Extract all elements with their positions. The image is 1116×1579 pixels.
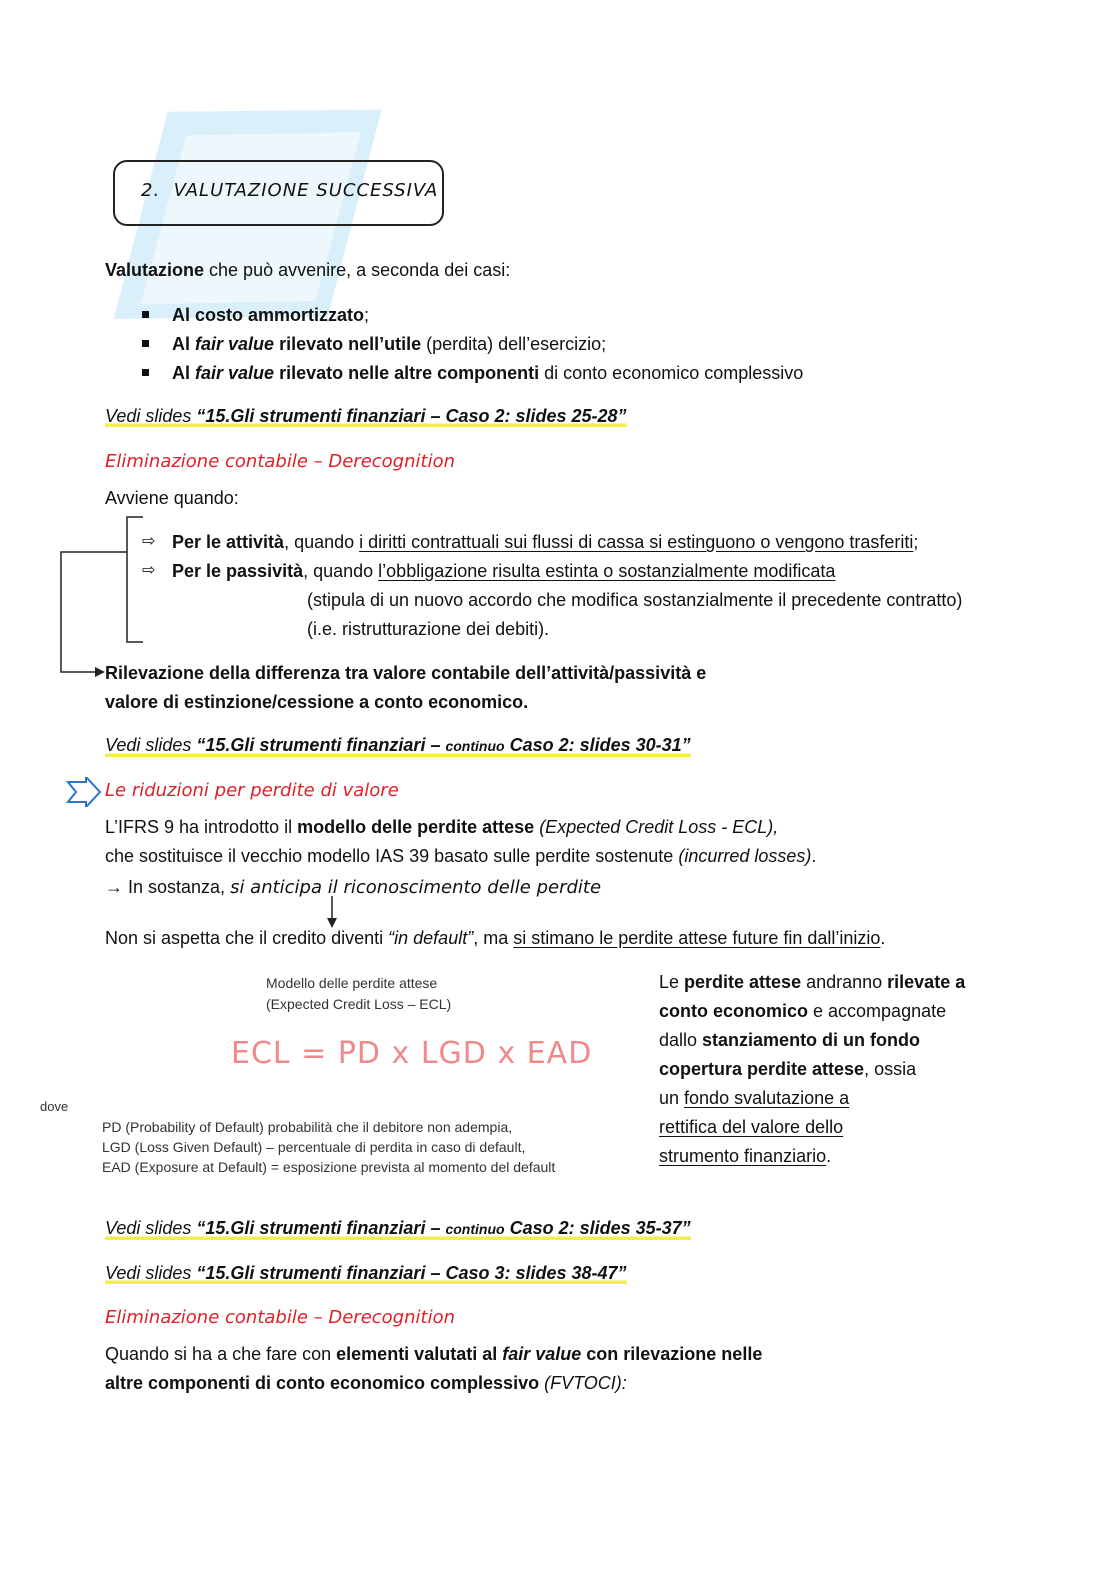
slide-reference: Vedi slides “15.Gli strumenti finanziari – continuo Caso 2: slides 30-31” bbox=[105, 733, 691, 758]
bullet-marker bbox=[142, 340, 149, 347]
model-subtitle: (Expected Credit Loss – ECL) bbox=[266, 996, 452, 1012]
ifrs-line: L’IFRS 9 ha introdotto il modello delle perdite attese (Expected Credit Loss - ECL), bbox=[105, 817, 779, 837]
down-arrow-icon bbox=[325, 896, 339, 930]
avviene-text: Avviene quando: bbox=[105, 488, 239, 508]
right-text-line: strumento finanziario. bbox=[659, 1146, 832, 1166]
ifrs-line: → In sostanza, si anticipa il riconoscimento delle perdite bbox=[105, 877, 602, 898]
fvtoci-line: altre componenti di conto economico complessivo (FVTOCI): bbox=[105, 1373, 627, 1393]
condition-note: (i.e. ristrutturazione dei debiti). bbox=[307, 619, 550, 639]
arrow-right-icon: ⇨ bbox=[142, 562, 156, 579]
condition-note: (stipula di un nuovo accordo che modifica sostanzialmente il precedente contratto) bbox=[307, 590, 963, 610]
heading-derecognition-2: Eliminazione contabile – Derecognition bbox=[105, 1307, 455, 1328]
right-text-line: copertura perdite attese, ossia bbox=[659, 1059, 917, 1079]
bullet-item: Al fair value rilevato nelle altre componenti di conto economico complessivo bbox=[172, 363, 804, 383]
model-title: Modello delle perdite attese bbox=[266, 975, 438, 991]
non-si-aspetta: Non si aspetta che il credito diventi “in default”, ma si stimano le perdite attese future fin dall’inizio. bbox=[105, 928, 886, 948]
slide-reference: Vedi slides “15.Gli strumenti finanziari – Caso 3: slides 38-47” bbox=[105, 1263, 627, 1283]
intro-text: Valutazione che può avvenire, a seconda dei casi: bbox=[105, 260, 511, 280]
rilevazione-line: Rilevazione della differenza tra valore contabile dell’attività/passività e bbox=[105, 663, 707, 683]
bullet-marker bbox=[142, 311, 149, 318]
section-title: 2. VALUTAZIONE SUCCESSIVA bbox=[141, 180, 439, 201]
rilevazione-line: valore di estinzione/cessione a conto economico. bbox=[105, 692, 529, 712]
slide-reference: Vedi slides “15.Gli strumenti finanziari – Caso 2: slides 25-28” bbox=[105, 406, 627, 426]
heading-derecognition: Eliminazione contabile – Derecognition bbox=[105, 451, 455, 472]
condition-passivita: Per le passività, quando l’obbligazione risulta estinta o sostanzialmente modificata bbox=[172, 561, 836, 581]
right-text-line: rettifica del valore dello bbox=[659, 1117, 844, 1137]
heading-riduzioni: Le riduzioni per perdite di valore bbox=[105, 780, 399, 801]
lgd-definition: LGD (Loss Given Default) – percentuale di perdita in caso di default, bbox=[102, 1139, 526, 1155]
slide-reference: Vedi slides “15.Gli strumenti finanziari – continuo Caso 2: slides 35-37” bbox=[105, 1216, 691, 1241]
bracket-connector bbox=[55, 512, 155, 682]
section-title-box bbox=[113, 160, 444, 226]
right-text-line: un fondo svalutazione a bbox=[659, 1088, 850, 1108]
bullet-marker bbox=[142, 369, 149, 376]
bullet-item: Al costo ammortizzato; bbox=[172, 305, 370, 325]
right-text-line: dallo stanziamento di un fondo bbox=[659, 1030, 921, 1050]
pd-definition: PD (Probability of Default) probabilità che il debitore non adempia, bbox=[102, 1119, 513, 1135]
bullet-item: Al fair value rilevato nell’utile (perdita) dell’esercizio; bbox=[172, 334, 607, 354]
condition-attivita: Per le attività, quando i diritti contrattuali sui flussi di cassa si estinguono o vengono trasferiti; bbox=[172, 532, 919, 552]
fvtoci-line: Quando si ha a che fare con elementi valutati al fair value con rilevazione nelle bbox=[105, 1344, 763, 1364]
ifrs-line: che sostituisce il vecchio modello IAS 39 basato sulle perdite sostenute (incurred losses). bbox=[105, 846, 817, 866]
blue-arrow-icon bbox=[66, 777, 102, 807]
right-text-line: Le perdite attese andranno rilevate a bbox=[659, 972, 966, 992]
ead-definition: EAD (Exposure at Default) = esposizione prevista al momento del default bbox=[102, 1159, 556, 1175]
ecl-formula: ECL = PD x LGD x EAD bbox=[231, 1036, 593, 1071]
arrow-right-icon: ⇨ bbox=[142, 533, 156, 550]
dove-label: dove bbox=[40, 1099, 69, 1114]
right-text-line: conto economico e accompagnate bbox=[659, 1001, 947, 1021]
